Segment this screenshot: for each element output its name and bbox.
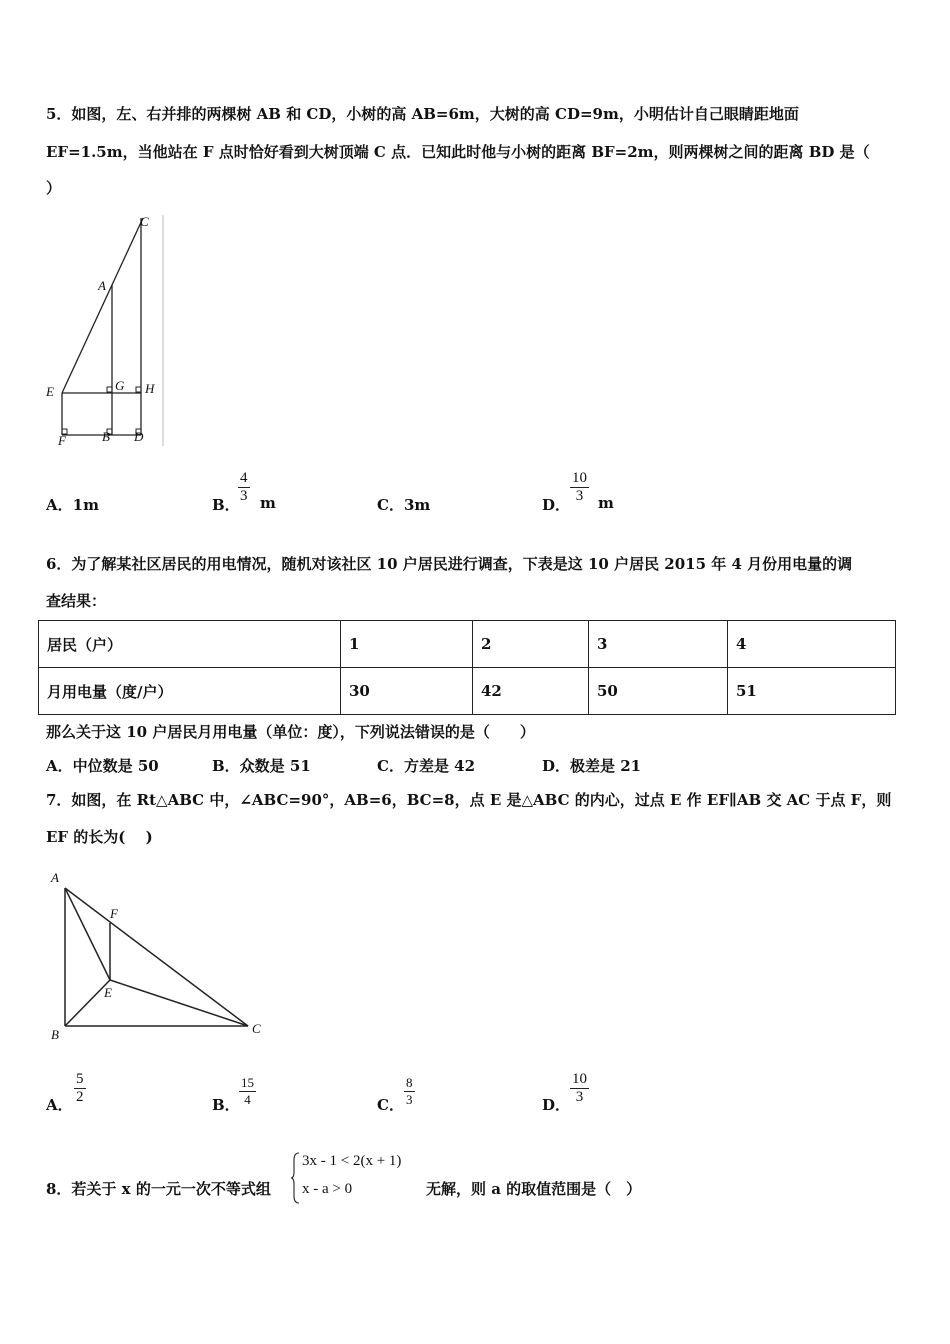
q7-option-b-prefix[interactable]: B． [212, 1096, 240, 1114]
q7-option-a-prefix[interactable]: A． [46, 1096, 73, 1114]
table-cell: 42 [473, 668, 589, 715]
q7-option-c-fraction [404, 1075, 415, 1108]
q6-text-line-1: 6．为了解某社区居民的用电情况，随机对该社区 10 户居民进行调查，下表是这 10 户居民 2015 年 4 月份用电量的调 [46, 555, 853, 573]
q7-option-b-denominator: 4 [244, 1092, 251, 1107]
q7-line-ae [65, 888, 110, 980]
q5-option-d-prefix[interactable]: D． [542, 496, 571, 514]
q5-label-h: H [145, 381, 155, 396]
table-cell: 月用电量（度/户） [39, 668, 341, 715]
q5-right-angle-g [107, 387, 112, 392]
q6-option-d[interactable]: D．极差是 21 [542, 757, 642, 775]
q5-label-a: A [98, 278, 106, 293]
q5-right-angle-h [136, 387, 141, 392]
q5-option-b-unit: m [260, 494, 276, 512]
q5-line-ec [62, 218, 143, 393]
q8-inequality-1: 3x - 1 < 2(x + 1) [302, 1153, 402, 1169]
table-cell: 50 [589, 668, 728, 715]
q5-option-b-prefix[interactable]: B． [212, 496, 240, 514]
q5-text-line-2: EF=1.5m，当他站在 F 点时恰好看到大树顶端 C 点．已知此时他与小树的距离 BF=2m，则两棵树之间的距离 BD 是（ [46, 143, 870, 161]
q6-question: 那么关于这 10 户居民月用电量（单位：度），下列说法错误的是（ ） [46, 723, 535, 741]
q7-option-d-fraction [570, 1071, 589, 1106]
q5-label-d: D [134, 429, 144, 444]
q7-text-line-2: EF 的长为( ) [46, 828, 153, 846]
q7-label-a: A [51, 870, 59, 885]
q7-line-ce [110, 980, 248, 1026]
q7-option-b-numerator: 15 [241, 1075, 254, 1090]
q7-option-d-prefix[interactable]: D． [542, 1096, 571, 1114]
q5-option-b-numerator: 4 [240, 470, 248, 486]
table-cell: 2 [473, 621, 589, 668]
q7-option-a-fraction [74, 1071, 86, 1106]
q7-label-b: B [51, 1027, 59, 1042]
q5-text-line-3: ） [46, 179, 62, 197]
q7-option-d-denominator: 3 [575, 1089, 584, 1105]
q5-option-c[interactable]: C．3m [377, 496, 431, 514]
q7-option-b-fraction [239, 1075, 256, 1108]
q7-figure [40, 868, 270, 1048]
q5-option-d-denominator: 3 [575, 488, 584, 504]
q5-option-b-denominator: 3 [240, 488, 248, 504]
table-cell: 3 [589, 621, 728, 668]
q8-suffix: 无解，则 a 的取值范围是（ ） [426, 1180, 642, 1198]
q5-option-d-unit: m [598, 494, 614, 512]
q5-label-f: F [58, 433, 66, 448]
q6-option-b[interactable]: B．众数是 51 [212, 757, 311, 775]
q5-label-e: E [46, 384, 54, 399]
q5-label-c: C [140, 214, 149, 229]
q7-text-line-1: 7．如图，在 Rt△ABC 中，∠ABC=90°，AB=6，BC=8，点 E 是△ABC 的内心，过点 E 作 EF∥AB 交 AC 于点 F，则 [46, 791, 892, 809]
table-cell: 1 [341, 621, 473, 668]
q6-option-c[interactable]: C．方差是 42 [377, 757, 476, 775]
q5-figure [40, 210, 170, 450]
q5-option-a[interactable]: A．1m [46, 496, 99, 514]
q7-option-a-denominator: 2 [76, 1089, 84, 1105]
q6-text-line-2: 查结果： [46, 592, 107, 610]
table-row [39, 621, 896, 668]
q5-option-b-fraction [238, 470, 250, 505]
q7-label-c: C [252, 1021, 261, 1036]
left-brace-icon [291, 1152, 301, 1204]
table-cell: 30 [341, 668, 473, 715]
q8-inequality-2: x - a > 0 [302, 1181, 353, 1197]
q6-table [38, 620, 896, 715]
table-cell: 51 [728, 668, 896, 715]
q5-option-d-fraction [570, 470, 589, 505]
q5-text-line-1: 5．如图，左、右并排的两棵树 AB 和 CD，小树的高 AB=6m，大树的高 CD=9m，小明估计自己眼睛距地面 [46, 105, 799, 123]
table-row [39, 668, 896, 715]
q5-label-b: B [102, 429, 110, 444]
q5-option-d-numerator: 10 [572, 470, 587, 486]
table-cell: 居民（户） [39, 621, 341, 668]
table-cell: 4 [728, 621, 896, 668]
q8-prefix: 8．若关于 x 的一元一次不等式组 [46, 1180, 271, 1198]
q7-label-e: E [104, 985, 112, 1000]
q7-label-f: F [110, 906, 118, 921]
q7-line-ac [65, 888, 248, 1026]
q7-option-c-numerator: 8 [406, 1075, 413, 1090]
q7-option-c-prefix[interactable]: C． [377, 1096, 404, 1114]
q7-option-c-denominator: 3 [406, 1092, 413, 1107]
q7-option-a-numerator: 5 [76, 1071, 84, 1087]
q6-option-a[interactable]: A．中位数是 50 [46, 757, 159, 775]
q5-label-g: G [115, 378, 125, 393]
q7-option-d-numerator: 10 [572, 1071, 587, 1087]
